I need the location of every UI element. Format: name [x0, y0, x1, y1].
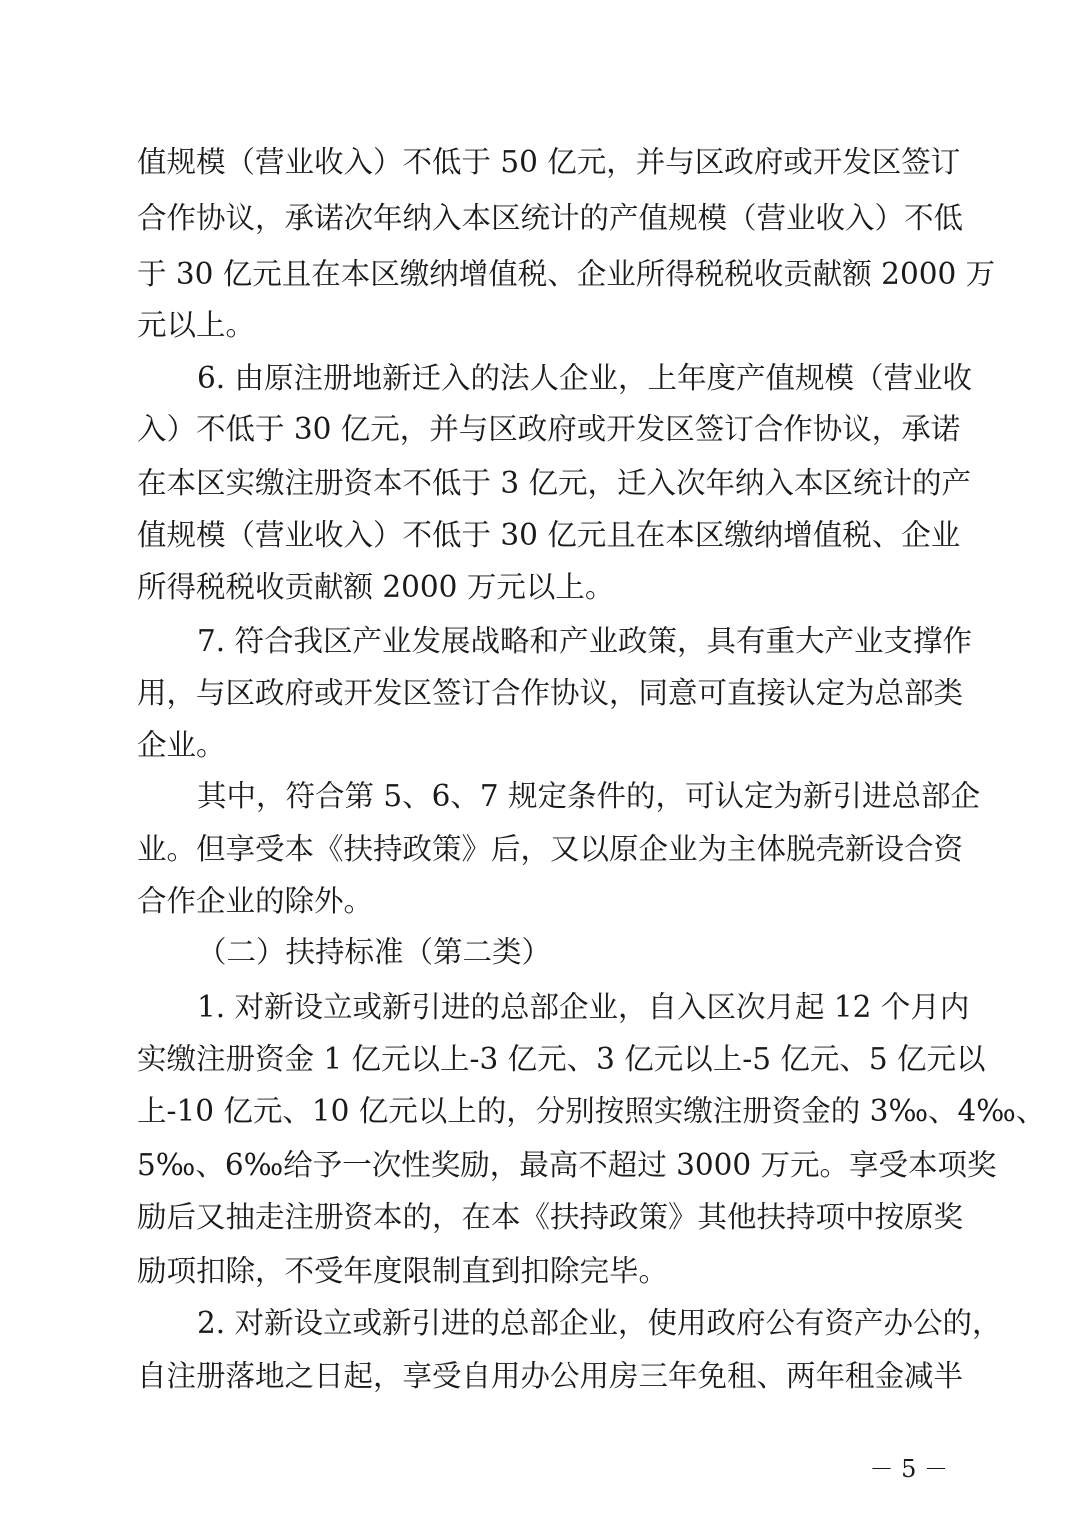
paragraph-7-line-2: 用，与区政府或开发区签订合作协议，同意可直接认定为总部类: [137, 676, 964, 710]
paragraph-6-line-3: 在本区实缴注册资本不低于 3 亿元，迁入次年纳入本区统计的产: [137, 466, 972, 500]
paragraph-6-line-5: 所得税税收贡献额 2000 万元以上。: [137, 570, 615, 604]
page-number: － 5 －: [869, 1455, 948, 1483]
standard-1-line-6: 励项扣除，不受年度限制直到扣除完毕。: [137, 1254, 669, 1288]
paragraph-6-line-2: 入）不低于 30 亿元，并与区政府或开发区签订合作协议，承诺: [137, 412, 961, 446]
paragraph-5-line-2: 合作协议，承诺次年纳入本区统计的产值规模（营业收入）不低: [137, 201, 964, 235]
standard-2-line-1: 2. 对新设立或新引进的总部企业，使用政府公有资产办公的，: [197, 1306, 1002, 1340]
paragraph-6-line-4: 值规模（营业收入）不低于 30 亿元且在本区缴纳增值税、企业: [137, 518, 961, 552]
standard-1-line-1: 1. 对新设立或新引进的总部企业，自入区次月起 12 个月内: [197, 990, 970, 1024]
paragraph-7-line-3: 企业。: [137, 728, 226, 762]
standard-1-line-2: 实缴注册资金 1 亿元以上-3 亿元、3 亿元以上-5 亿元、5 亿元以: [137, 1042, 986, 1076]
paragraph-5-line-3: 于 30 亿元且在本区缴纳增值税、企业所得税税收贡献额 2000 万: [137, 257, 996, 291]
paragraph-5-line-1: 值规模（营业收入）不低于 50 亿元，并与区政府或开发区签订: [137, 145, 961, 179]
standard-2-line-2: 自注册落地之日起，享受自用办公用房三年免租、两年租金减半: [137, 1359, 964, 1393]
standard-1-line-3: 上-10 亿元、10 亿元以上的，分别按照实缴注册资金的 3‰、4‰、: [137, 1094, 1046, 1128]
standard-1-line-5: 励后又抽走注册资本的，在本《扶持政策》其他扶持项中按原奖: [137, 1200, 964, 1234]
paragraph-5-line-4: 元以上。: [137, 308, 256, 342]
section-heading: （二）扶持标准（第二类）: [197, 935, 552, 969]
paragraph-note-line-3: 合作企业的除外。: [137, 884, 374, 918]
paragraph-6-line-1: 6. 由原注册地新迁入的法人企业，上年度产值规模（营业收: [197, 361, 973, 395]
paragraph-note-line-1: 其中，符合第 5、6、7 规定条件的，可认定为新引进总部企: [197, 779, 981, 813]
paragraph-note-line-2: 业。但享受本《扶持政策》后，又以原企业为主体脱壳新设合资: [137, 832, 964, 866]
standard-1-line-4: 5‰、6‰给予一次性奖励，最高不超过 3000 万元。享受本项奖: [137, 1148, 997, 1182]
paragraph-7-line-1: 7. 符合我区产业发展战略和产业政策，具有重大产业支撑作: [197, 624, 973, 658]
